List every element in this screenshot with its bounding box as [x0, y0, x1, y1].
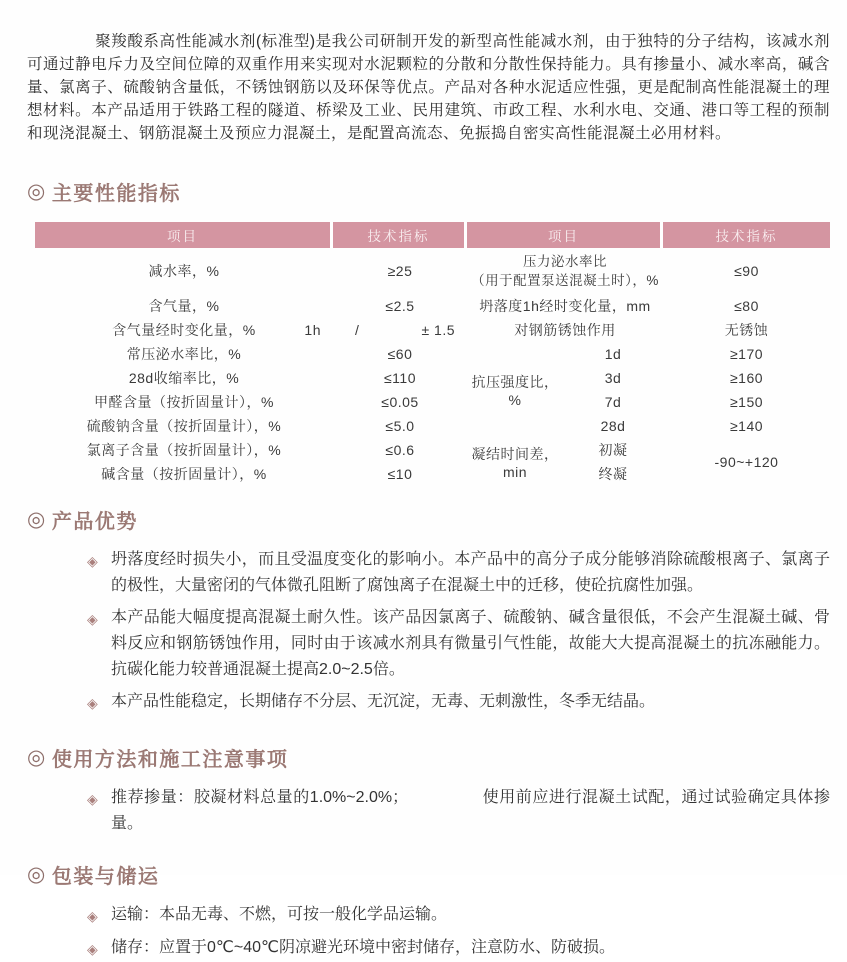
cell-label-strength: 抗压强度比，% — [471, 374, 559, 408]
cell-value: ≤0.6 — [385, 442, 415, 458]
cell-age: 3d — [604, 370, 622, 386]
table-row — [35, 438, 830, 462]
list-item — [27, 935, 830, 962]
cell-label: 对钢筋锈蚀作用 — [514, 322, 616, 338]
cell-value: ≥25 — [387, 263, 413, 279]
list-item — [27, 547, 830, 599]
list-item — [27, 605, 830, 683]
diamond-bullet-icon: ◈ — [87, 941, 98, 957]
table-row — [35, 248, 830, 294]
table-row — [35, 342, 830, 366]
cell-label: 甲醛含量（按折固量计），% — [94, 394, 274, 410]
cell-label: 坍落度1h经时变化量，mm — [479, 298, 651, 314]
cell-label — [35, 318, 333, 342]
bullseye-icon: ◎ — [27, 863, 47, 886]
cell-value: ≥150 — [729, 394, 764, 410]
bullseye-icon: ◎ — [27, 746, 47, 769]
cell-label: 减水率，% — [148, 263, 220, 279]
cell-value: ≤60 — [387, 346, 413, 362]
section-title-advantages: 产品优势 — [51, 511, 138, 533]
advantage-text: 坍落度经时损失小，而且受温度变化的影响小。本产品中的高分子成分能够消除硫酸根离子、氯离子的极性，大量密闭的气体微孔阻断了腐蚀离子在混凝土中的迁移，使砼抗腐性加强。 — [111, 551, 830, 594]
packaging-list — [27, 902, 830, 962]
section-heading-performance — [27, 177, 830, 206]
diamond-bullet-icon: ◈ — [87, 791, 98, 807]
cell-value — [333, 318, 467, 342]
transport-text: 运输：本品无毒、不燃，可按一般化学品运输。 — [111, 906, 448, 923]
cell-age: 7d — [604, 394, 622, 410]
list-item — [27, 902, 830, 929]
cell-label: 28d收缩率比，% — [128, 370, 240, 386]
advantage-text: 本产品能大幅度提高混凝土耐久性。该产品因氯离子、硫酸钠、碱含量很低，不会产生混凝土碱、骨料反应和钢筋锈蚀作用，同时由于该减水剂具有微量引气性能，故能大大提高混凝土的抗冻融能力。抗碳化能力较普通混凝土提高2.0~2.5倍。 — [111, 609, 830, 678]
table-row — [35, 390, 830, 414]
advantages-list — [27, 547, 830, 716]
intro-paragraph: 聚羧酸系高性能减水剂(标准型)是我公司研制开发的新型高性能减水剂，由于独特的分子结构，该减水剂可通过静电斥力及空间位障的双重作用来实现对水泥颗粒的分散和分散性保持能力。具有掺量小、减水率高，碱含量、氯离子、硫酸钠含量低，不锈蚀钢筋以及环保等优点。产品对各种水泥适应性强，更是配制高性能混凝土的理想材料。本产品适用于铁路工程的隧道、桥梁及工业、民用建筑、市政工程、水利水电、交通、港口等工程的预制和现浇混凝土、钢筋混凝土及预应力混凝土，是配置高流态、免振捣自密实高性能混凝土必用材料。 — [27, 33, 830, 142]
cell-sub-label: 初凝 — [598, 442, 628, 458]
diamond-bullet-icon: ◈ — [87, 611, 98, 627]
usage-note: 使用前应进行混凝土试配，通过试验确定具体掺量。 — [111, 789, 830, 832]
table-row — [35, 294, 830, 318]
cell-label: 常压泌水率比，% — [126, 346, 242, 362]
cell-value: 无锈蚀 — [724, 322, 769, 338]
cell-age: 1d — [604, 346, 622, 362]
cell-value: ≤80 — [734, 298, 759, 314]
cell-label: 氯离子含量（按折固量计），% — [86, 442, 282, 458]
cell-value: ≤0.05 — [381, 394, 419, 410]
column-header-item-left: 项目 — [35, 222, 333, 248]
table-header-row — [35, 222, 830, 248]
advantage-text: 本产品性能稳定，长期储存不分层、无沉淀，无毒、无刺激性，冬季无结晶。 — [111, 693, 656, 710]
cell-value: ≤110 — [383, 370, 416, 386]
diamond-bullet-icon: ◈ — [87, 908, 98, 924]
table-row — [35, 366, 830, 390]
list-item — [27, 689, 830, 716]
table-row — [35, 414, 830, 438]
usage-dosage: 推荐掺量：胶凝材料总量的1.0%~2.0%； — [111, 789, 409, 806]
storage-text: 储存：应置于0℃~40℃阴凉避光环境中密封储存，注意防水、防破损。 — [111, 939, 615, 956]
table-row — [35, 318, 830, 342]
column-header-spec-left: 技术指标 — [333, 222, 467, 248]
section-title-packaging: 包装与储运 — [51, 866, 160, 888]
cell-label-text: 含气量经时变化量，% — [112, 322, 256, 338]
section-heading-advantages — [27, 505, 830, 534]
diamond-bullet-icon: ◈ — [87, 553, 98, 569]
column-header-spec-right: 技术指标 — [663, 222, 830, 248]
cell-label — [467, 248, 663, 294]
cell-label: 碱含量（按折固量计），% — [101, 466, 267, 482]
usage-text — [111, 785, 830, 837]
cell-label-line2: （用于配置泵送混凝土时），% — [471, 273, 659, 288]
performance-table — [35, 222, 830, 486]
cell-time: 1h — [304, 322, 321, 338]
usage-list — [27, 785, 830, 837]
column-header-item-right: 项目 — [467, 222, 663, 248]
section-heading-usage — [27, 743, 830, 772]
section-title-performance: 主要性能指标 — [51, 183, 181, 205]
cell-label: 含气量，% — [148, 298, 220, 314]
diamond-bullet-icon: ◈ — [87, 695, 98, 711]
cell-value: ≥170 — [729, 346, 764, 362]
cell-age: 28d — [600, 418, 626, 434]
bullseye-icon: ◎ — [27, 180, 47, 203]
cell-value: -90~+120 — [714, 454, 779, 470]
cell-value-text: ± 1.5 — [421, 322, 455, 338]
cell-value: ≥140 — [729, 418, 764, 434]
cell-value: ≤2.5 — [385, 298, 415, 314]
cell-sub-label: 终凝 — [598, 466, 628, 482]
bullseye-icon: ◎ — [27, 508, 47, 531]
cell-value: ≥160 — [729, 370, 764, 386]
cell-label: 硫酸钠含量（按折固量计），% — [86, 418, 282, 434]
cell-value: ≤10 — [387, 466, 413, 482]
cell-label-line1: 压力泌水率比 — [523, 254, 607, 269]
section-title-usage: 使用方法和施工注意事项 — [51, 749, 289, 771]
cell-value: ≤5.0 — [385, 418, 415, 434]
cell-value: ≤90 — [734, 263, 759, 279]
cell-slash: / — [355, 322, 360, 338]
cell-label-setting: 凝结时间差，min — [471, 446, 559, 480]
list-item — [27, 785, 830, 837]
